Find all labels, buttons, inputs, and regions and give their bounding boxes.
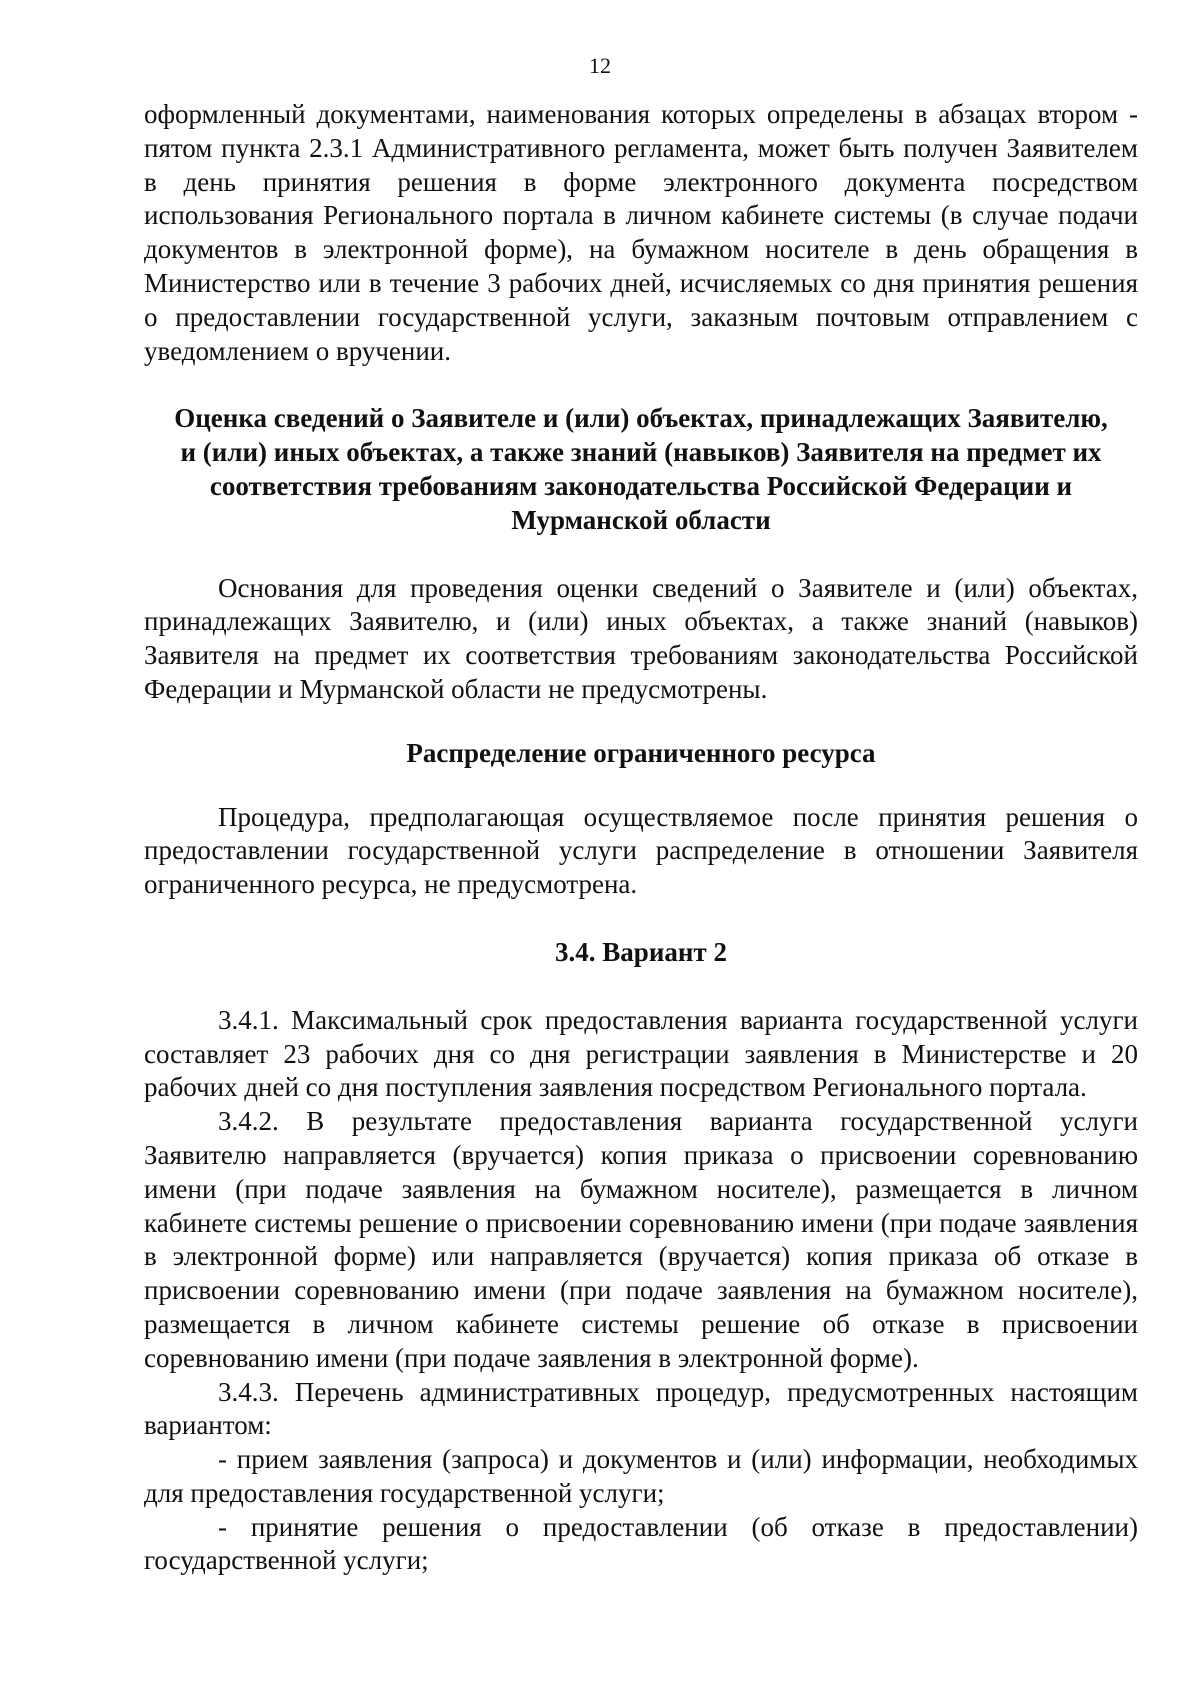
list-item-text: - принятие решения о предоставлении (об отказе в предоставлении) государственной услуги;	[144, 1511, 1138, 1576]
paragraph-resource: Процедура, предполагающая осуществляемое после принятия решения о предоставлении государственной услуги распределение в отношении Заявителя ограниченного ресурса, не предусмотрена.	[144, 801, 1138, 900]
paragraph-3-4-1: 3.4.1. Максимальный срок предоставления варианта государственной услуги составляет 23 рабочих дня со дня регистрации заявления в Министерстве и 20 рабочих дней со дня поступления заявления посредством Регионального портала.	[144, 1004, 1138, 1103]
heading-resource: Распределение ограниченного ресурса	[406, 737, 876, 768]
paragraph-assessment: Основания для проведения оценки сведений о Заявителе и (или) объектах, принадлежащих Заявителю, и (или) иных объектах, а также знаний (навыков) Заявителя на предмет их соответствия требованиям законодательства Российской Федерации и Мурманской области не предусмотрены.	[144, 572, 1138, 704]
page-number: 12	[589, 53, 611, 78]
heading-variant: 3.4. Вариант 2	[555, 936, 727, 967]
paragraph-3-4-2: 3.4.2. В результате предоставления варианта государственной услуги Заявителю направляется (вручается) копия приказа о присвоении соревнованию имени (при подаче заявления на бумажном носителе), размещается в личном кабинете системы решение о присвоении соревнованию имени (при подаче заявления в электронной форме) или направляется (вручается) копия приказа об отказе в присвоении соревнованию имени (при подаче заявления на бумажном носителе), размещается в личном кабинете системы решение об отказе в присвоении соревнованию имени (при подаче заявления в электронной форме).	[144, 1106, 1138, 1373]
list-item-text: - прием заявления (запроса) и документов и (или) информации, необходимых для предоставления государственной услуги;	[144, 1444, 1138, 1508]
paragraph-3-4-3: 3.4.3. Перечень административных процедур, предусмотренных настоящим вариантом:	[144, 1376, 1138, 1441]
document-body	[144, 98, 1138, 1578]
paragraph-intro: оформленный документами, наименования которых определены в абзацах втором - пятом пункта 2.3.1 Административного регламента, может быть получен Заявителем в день принятия решения в форме электронного документа посредством использования Регионального портала в личном кабинете системы (в случае подачи документов в электронной форме), на бумажном носителе в день обращения в Министерство или в течение 3 рабочих дней, исчисляемых со дня принятия решения о предоставлении государственной услуги, заказным почтовым отправлением с уведомлением о вручении.	[144, 99, 1138, 366]
list-item	[144, 1511, 1138, 1579]
heading-assessment: Оценка сведений о Заявителе и (или) объектах, принадлежащих Заявителю, и (или) иных объектах, а также знаний (навыков) Заявителя на предмет их соответствия требованиям законодательства Российской Федерации и Мурманской области	[174, 403, 1108, 535]
list-item	[144, 1443, 1138, 1511]
procedure-list	[144, 1443, 1138, 1578]
